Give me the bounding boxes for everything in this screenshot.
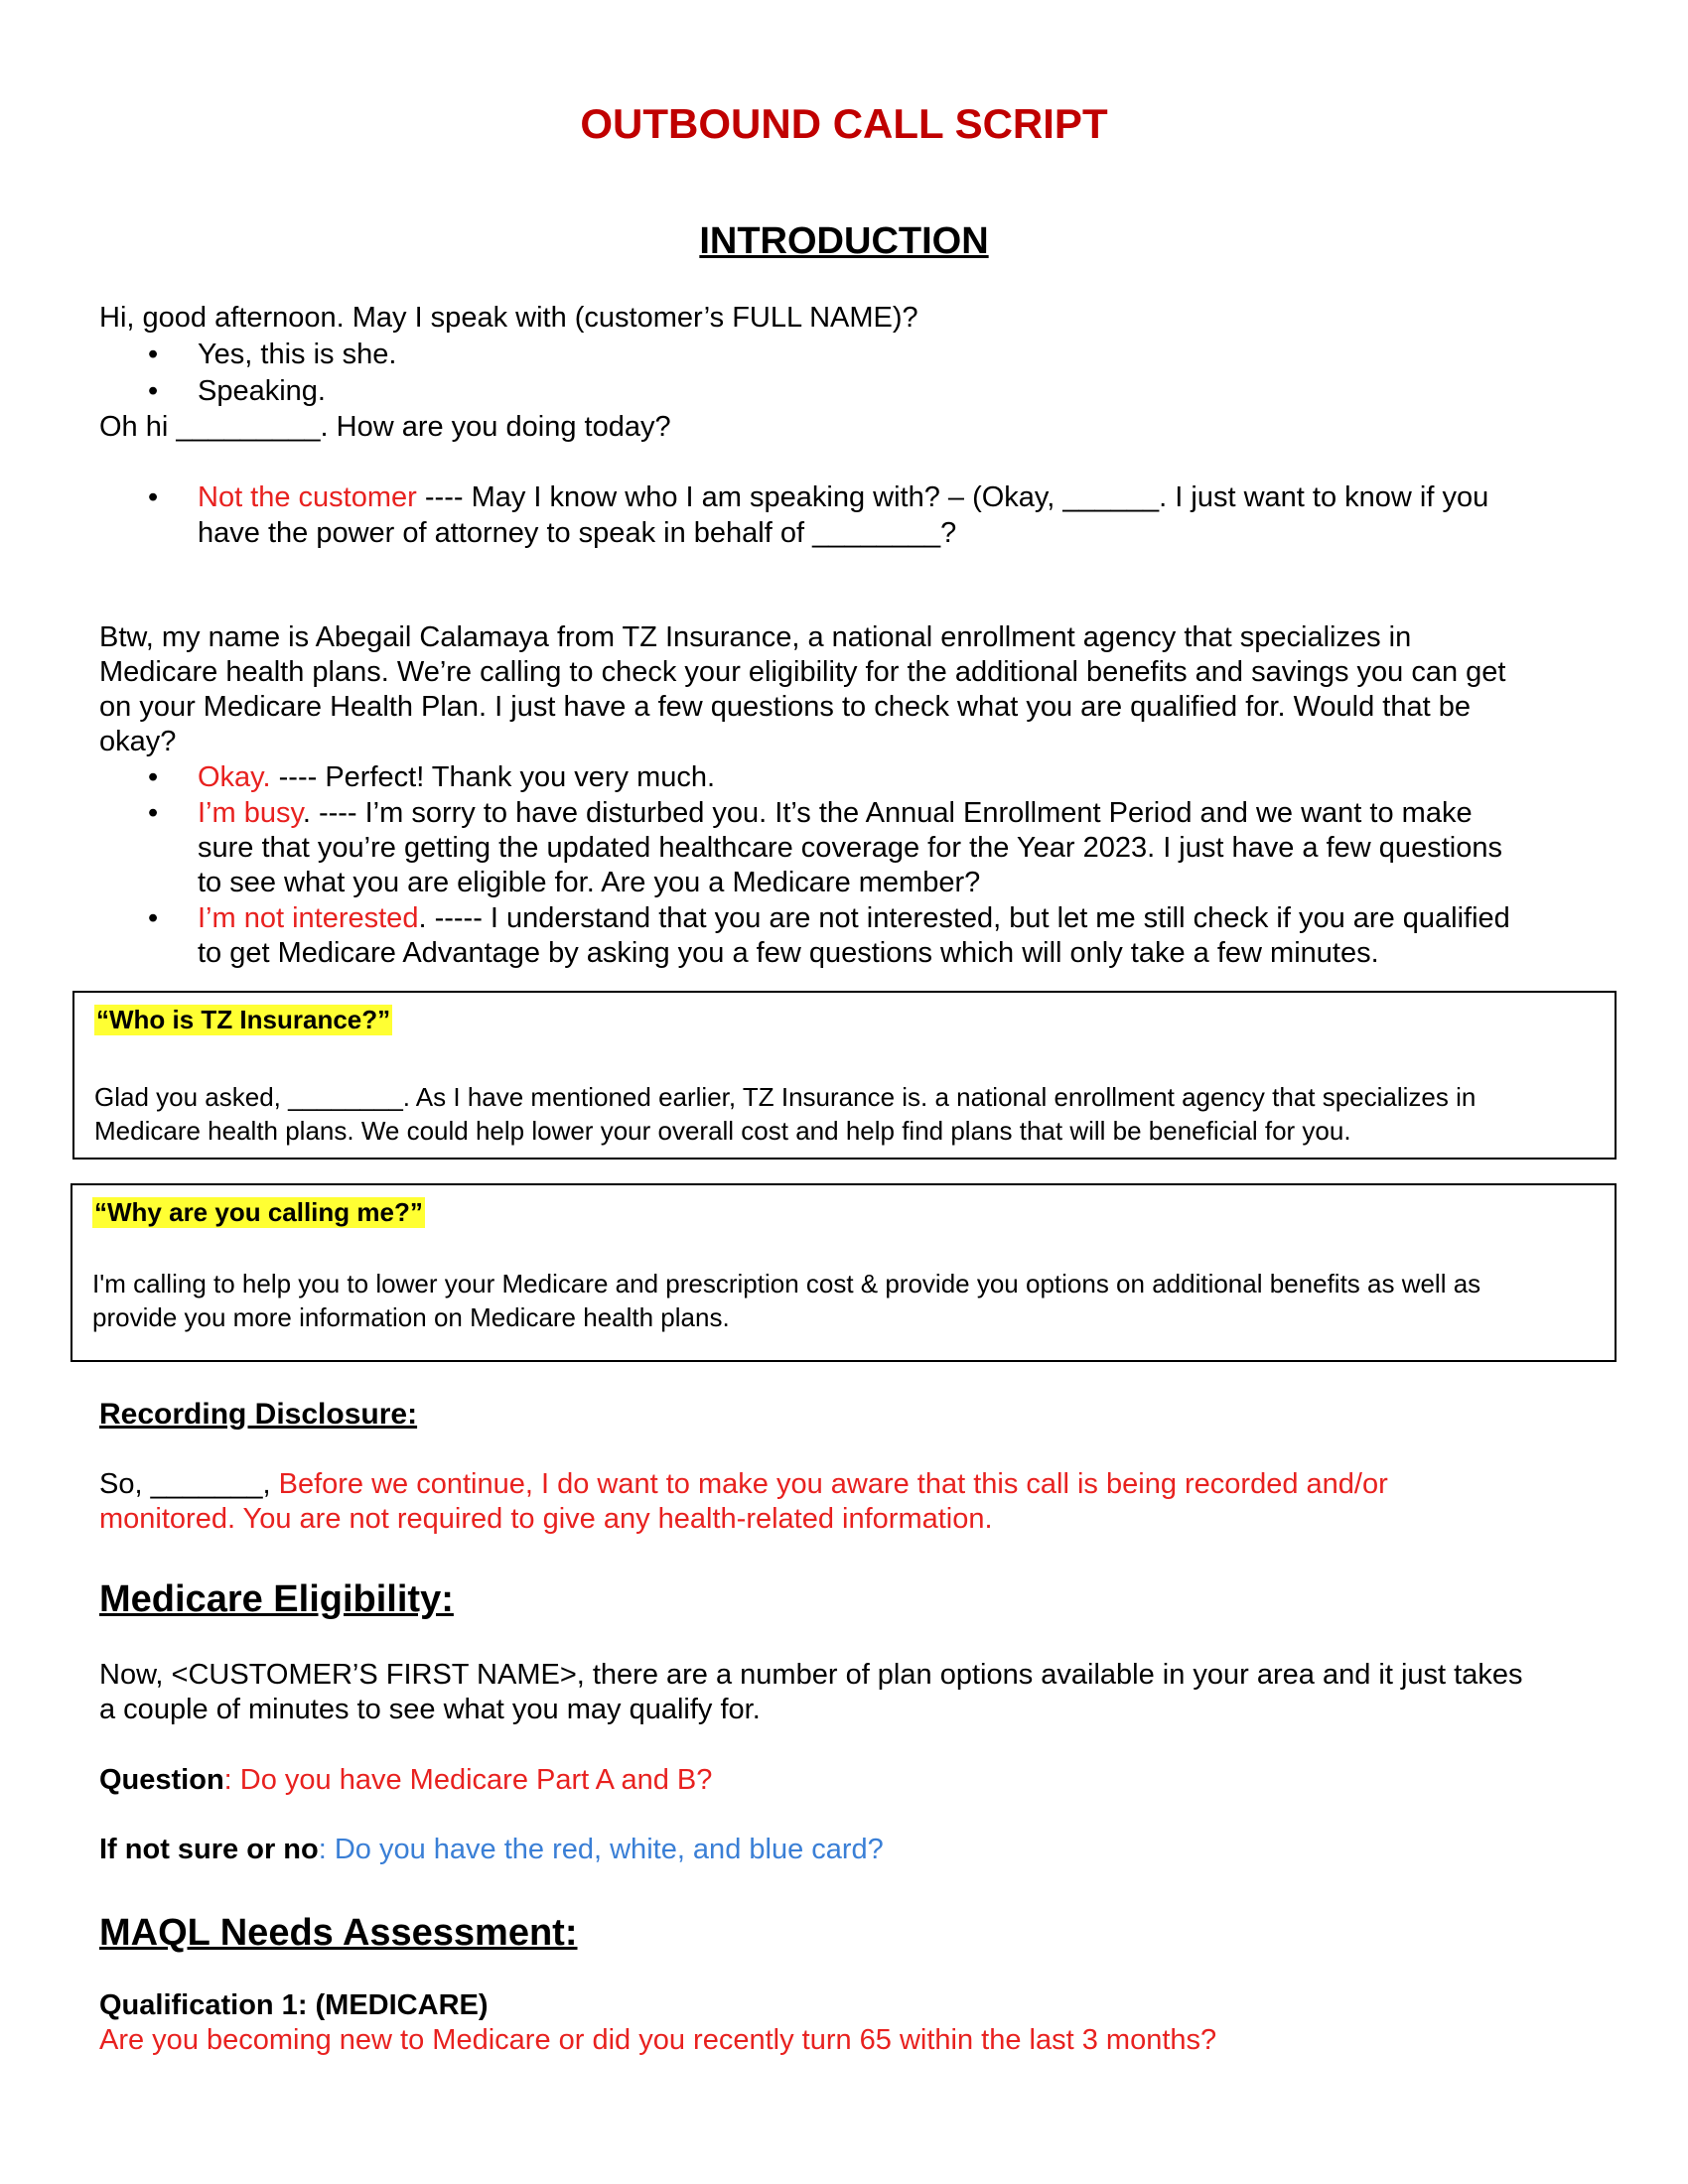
oh-hi-line: Oh hi _________. How are you doing today?	[99, 411, 671, 443]
not-sure-line	[99, 1833, 884, 1867]
who-is-tz-box	[72, 991, 1617, 1160]
who-is-tz-question: “Who is TZ Insurance?”	[96, 1005, 391, 1034]
okay-text: ---- Perfect! Thank you very much.	[270, 761, 716, 793]
not-customer-line	[198, 480, 1488, 515]
qualification-1-label: Qualification 1: (MEDICARE)	[99, 1989, 489, 2021]
not-customer-text: ---- May I know who I am speaking with? – (Okay, ______. I just want to know if you	[416, 481, 1489, 513]
not-interested-label: I’m not interested	[198, 902, 419, 934]
okay-label: Okay.	[198, 761, 271, 793]
introduction-heading: INTRODUCTION	[699, 220, 989, 262]
btw-line-1: Btw, my name is Abegail Calamaya from TZ Insurance, a national enrollment agency that specializes in	[99, 621, 1412, 653]
recording-text-1: Before we continue, I do want to make you aware that this call is being recorded and/or	[278, 1468, 1388, 1500]
question-line: Question: Do you have Medicare Part A and B?	[99, 1764, 713, 1796]
not-sure-text: : Do you have the red, white, and blue card?	[318, 1834, 884, 1865]
not-interested-text: . ----- I understand that you are not interested, but let me still check if you are qualified	[418, 902, 1510, 934]
recording-line-2: monitored. You are not required to give any health-related information.	[99, 1503, 993, 1535]
eligibility-line-1: Now, <CUSTOMER’S FIRST NAME>, there are a number of plan options available in your area and it just takes	[99, 1659, 1523, 1691]
busy-label: I’m busy	[198, 797, 303, 829]
not-customer-label: Not the customer	[198, 481, 417, 513]
document-title: OUTBOUND CALL SCRIPT	[580, 100, 1108, 147]
maql-heading: MAQL Needs Assessment:	[99, 1912, 578, 1954]
busy-line-3: to see what you are eligible for. Are you a Medicare member?	[198, 867, 981, 898]
response-yes: • Yes, this is she.	[198, 338, 396, 372]
busy-line-2: sure that you’re getting the updated healthcare coverage for the Year 2023. I just have a few questions	[198, 832, 1502, 864]
question-text: Do you have Medicare Part A and B?	[239, 1764, 713, 1796]
eligibility-line-2: a couple of minutes to see what you may qualify for.	[99, 1694, 761, 1725]
why-box-line-2: provide you more information on Medicare health plans.	[92, 1302, 730, 1332]
who-box-line-2: Medicare health plans. We could help lower your overall cost and help find plans that will be beneficial for you.	[94, 1116, 1351, 1146]
recording-disclosure-heading: Recording Disclosure:	[99, 1398, 418, 1431]
busy-response	[198, 796, 1473, 831]
btw-line-3: on your Medicare Health Plan. I just have a few questions to check what you are qualified for. Would that be	[99, 691, 1471, 723]
question-label: Question	[99, 1764, 224, 1796]
okay-response	[198, 760, 715, 795]
not-interested-response	[198, 901, 1510, 936]
not-interested-line-2: to get Medicare Advantage by asking you a few questions which will only take a few minutes.	[198, 937, 1379, 969]
not-customer-line-2: have the power of attorney to speak in behalf of ________?	[198, 517, 957, 549]
greeting-line: Hi, good afternoon. May I speak with (customer’s FULL NAME)?	[99, 302, 918, 334]
response-speaking: • Speaking.	[198, 374, 326, 409]
not-sure-label: If not sure or no	[99, 1834, 319, 1865]
who-box-line-1: Glad you asked, ________. As I have mentioned earlier, TZ Insurance is. a national enrollment agency that specializes in	[94, 1082, 1477, 1112]
medicare-eligibility-heading: Medicare Eligibility:	[99, 1578, 454, 1620]
btw-line-2: Medicare health plans. We’re calling to check your eligibility for the additional benefits and savings you can get	[99, 656, 1506, 688]
qualification-1-question: Are you becoming new to Medicare or did you recently turn 65 within the last 3 months?	[99, 2024, 1217, 2056]
why-calling-box	[70, 1183, 1617, 1362]
btw-line-4: okay?	[99, 726, 177, 757]
recording-line-1	[99, 1467, 1388, 1502]
why-calling-question: “Why are you calling me?”	[94, 1197, 423, 1227]
why-box-line-1: I'm calling to help you to lower your Medicare and prescription cost & provide you options on additional benefits as well as	[92, 1269, 1481, 1298]
recording-prefix: So, _______,	[99, 1468, 279, 1500]
busy-text: . ---- I’m sorry to have disturbed you. It’s the Annual Enrollment Period and we want to make	[302, 797, 1473, 829]
